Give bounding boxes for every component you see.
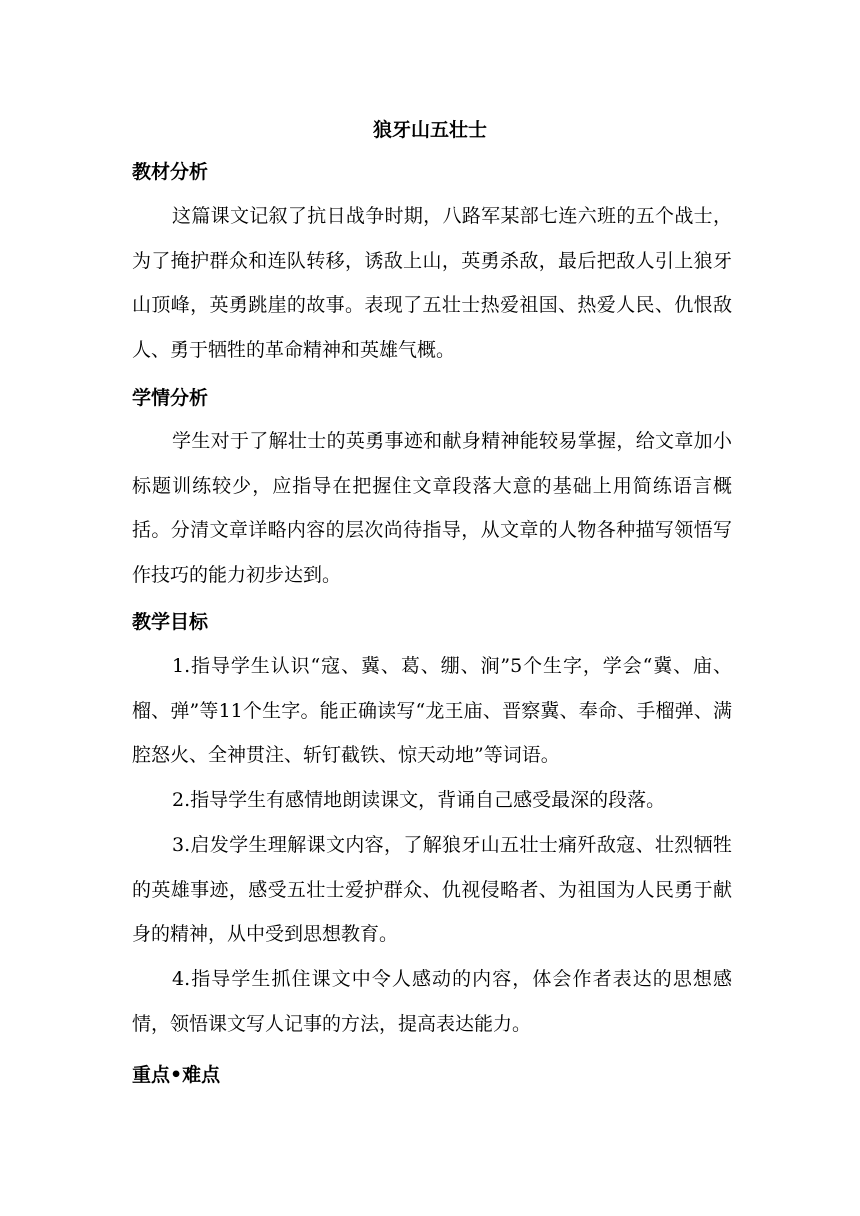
section-heading-textbook-analysis: 教材分析 <box>132 161 209 183</box>
teaching-goal-item-1: 1.指导学生认识“寇、冀、葛、绷、涧”5个生字，学会“冀、庙、榴、弹”等11个生字。能正确读写“龙王庙、晋察冀、奉命、手榴弹、满腔怒火、全神贯注、斩钉截铁、惊天动地”等词语。 <box>132 655 732 767</box>
document-title: 狼牙山五壮士 <box>372 119 487 141</box>
teaching-goal-item-2: 2.指导学生有感情地朗读课文，背诵自己感受最深的段落。 <box>172 789 666 811</box>
section-heading-key-difficult-points: 重点•难点 <box>132 1064 221 1086</box>
teaching-goal-item-4: 4.指导学生抓住课文中令人感动的内容，体会作者表达的思想感情，领悟课文写人记事的方法，提高表达能力。 <box>132 968 732 1035</box>
section-heading-student-analysis: 学情分析 <box>132 387 209 409</box>
teaching-goal-item-3: 3.启发学生理解课文内容，了解狼牙山五壮士痛歼敌寇、壮烈牺牲的英雄事迹，感受五壮士爱护群众、仇视侵略者、为祖国为人民勇于献身的精神，从中受到思想教育。 <box>132 834 732 946</box>
textbook-analysis-paragraph: 这篇课文记叙了抗日战争时期，八路军某部七连六班的五个战士，为了掩护群众和连队转移，诱敌上山，英勇杀敌，最后把敌人引上狼牙山顶峰，英勇跳崖的故事。表现了五壮士热爱祖国、热爱人民、仇恨敌人、勇于牺牲的革命精神和英雄气概。 <box>132 205 732 362</box>
section-heading-teaching-goals: 教学目标 <box>132 611 209 633</box>
student-analysis-paragraph: 学生对于了解壮士的英勇事迹和献身精神能较易掌握，给文章加小标题训练较少，应指导在把握住文章段落大意的基础上用简练语言概括。分清文章详略内容的层次尚待指导，从文章的人物各种描写领悟写作技巧的能力初步达到。 <box>132 430 732 587</box>
